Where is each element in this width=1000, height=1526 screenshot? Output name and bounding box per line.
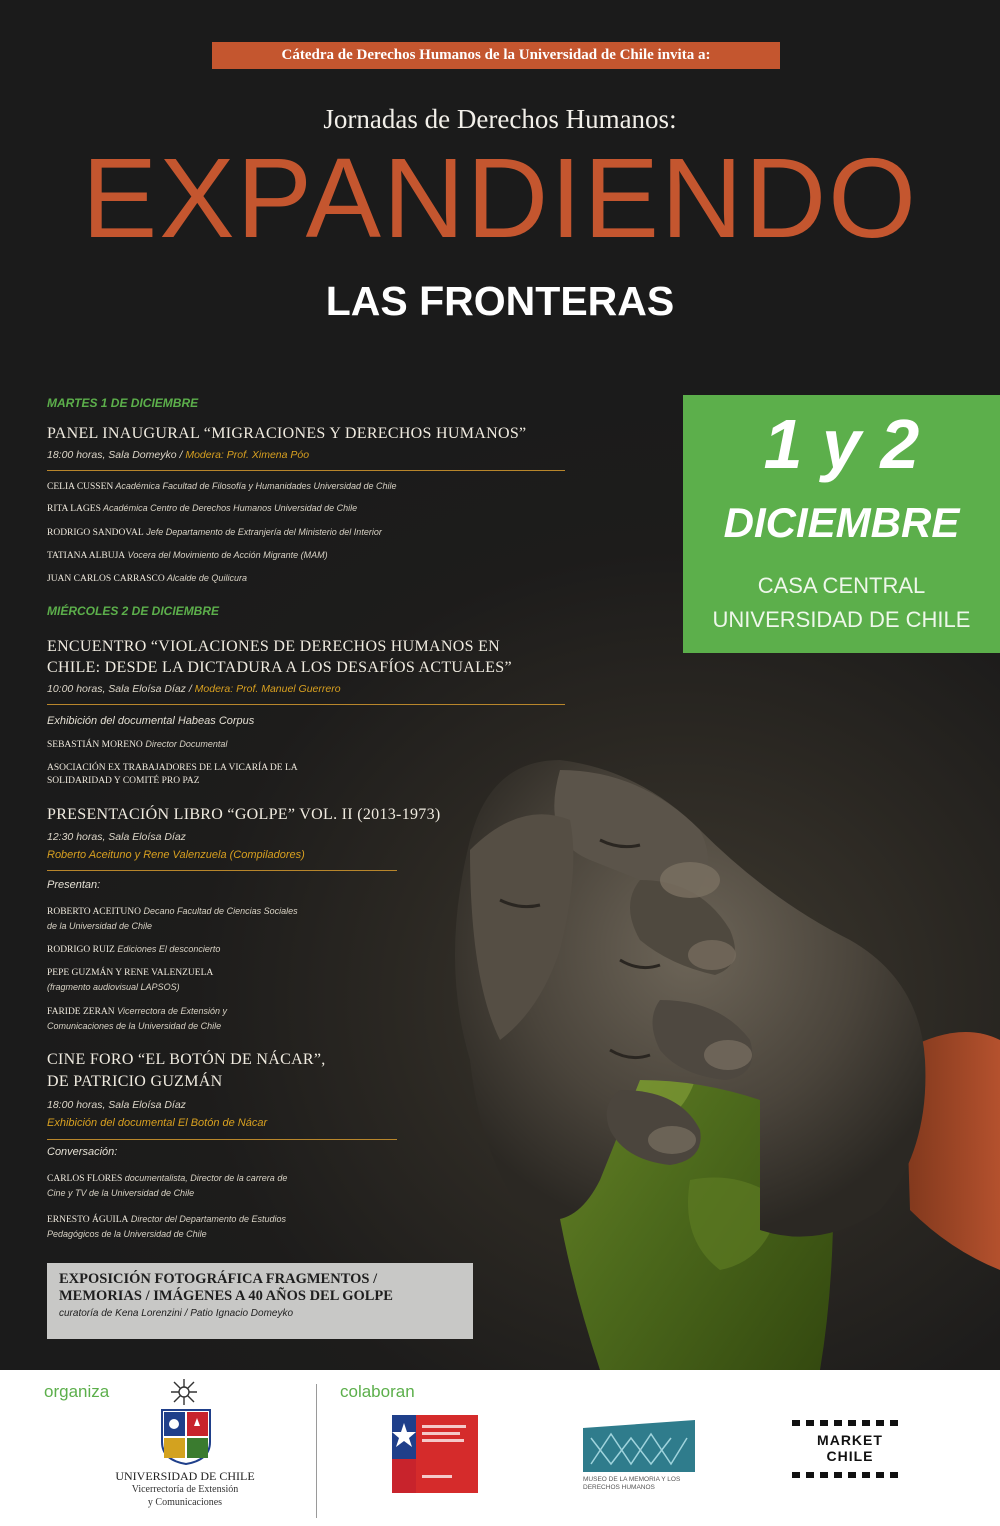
event1-time-place: 10:00 horas, Sala Eloísa Díaz / [47,683,195,695]
divider [47,470,565,471]
speaker-role: Jefe Departamento de Extranjería del Ministerio del Interior [146,527,382,537]
day2-event1-meta [47,683,341,695]
footer [0,1370,1000,1526]
uchile-name: UNIVERSIDAD DE CHILE [115,1469,255,1483]
market-word2: CHILE [826,1448,874,1464]
event1-moderator: Modera: Prof. Manuel Guerrero [194,683,341,695]
speaker-role: Académica Centro de Derechos Humanos Universidad de Chile [103,503,358,513]
event3-exhibit: Exhibición del documental El Botón de Nácar [47,1117,268,1129]
footer-divider [316,1384,317,1518]
speaker-name: RITA LAGES [47,504,101,514]
exhibition-credit: curatoría de Kena Lorenzini / Patio Ignacio Domeyko [59,1308,294,1319]
speaker-role: Académica Facultad de Filosofía y Humanidades Universidad de Chile [115,481,397,491]
presenter-role: (fragmento audiovisual LAPSOS) [47,982,180,992]
day2-event2-title: PRESENTACIÓN LIBRO “GOLPE” VOL. II (2013-1973) [47,806,441,823]
presenter [47,944,220,955]
uchile-sub-line1: Vicerrectoría de Extensión [131,1484,239,1495]
event2-time-place: 12:30 horas, Sala Eloísa Díaz [47,831,186,843]
presenter [47,906,298,917]
speaker-name: JUAN CARLOS CARRASCO [47,574,165,584]
day2-event1-title-line1: ENCUENTRO “VIOLACIONES DE DERECHOS HUMANOS EN [47,638,501,655]
speaker-role: Ediciones El desconcierto [117,944,221,954]
date-month: DICIEMBRE [723,499,960,546]
presenter-role-line2: de la Universidad de Chile [47,921,153,931]
date-venue-line2: UNIVERSIDAD DE CHILE [712,607,971,632]
speaker-name: ERNESTO ÁGUILA [47,1215,129,1225]
exhibition-box [47,1263,473,1339]
speaker-name: ASOCIACIÓN EX TRABAJADORES DE LA VICARÍA DE LA [47,763,298,773]
event1-speaker [47,739,227,750]
day1-event-meta [47,449,309,461]
presenter-role-line2: Comunicaciones de la Universidad de Chile [47,1021,222,1031]
date-venue-line1: CASA CENTRAL [757,573,926,598]
speaker-name: CARLOS FLORES [47,1174,123,1184]
speaker-role: Vicerrectora de Extensión y [117,1006,228,1016]
uchile-star-icon [170,1378,198,1406]
day2-event3-title-line1: CINE FORO “EL BOTÓN DE NÁCAR”, [47,1051,326,1068]
event3-conversation-label: Conversación: [47,1146,118,1158]
event3-time-place: 18:00 horas, Sala Eloísa Díaz [47,1099,186,1111]
conversation-speaker [47,1173,287,1184]
event2-presenters-label: Presentan: [47,879,101,891]
sub-title: LAS FRONTERAS [325,278,675,324]
conversation-speaker-role-line2: Pedagógicos de la Universidad de Chile [47,1229,207,1239]
speaker-name: CELIA CUSSEN [47,482,114,492]
exhibition-line2: MEMORIAS / IMÁGENES A 40 AÑOS DEL GOLPE [59,1288,393,1304]
day1-moderator: Modera: Prof. Ximena Póo [185,449,310,461]
speaker-name: SEBASTIÁN MORENO [47,740,143,750]
organiza-label: organiza [44,1382,110,1401]
speaker-name: ROBERTO ACEITUNO [47,907,141,917]
speaker-name: RODRIGO RUIZ [47,945,115,955]
pre-title: Jornadas de Derechos Humanos: [323,104,677,134]
invite-banner: Cátedra de Derechos Humanos de la Universidad de Chile invita a: [212,42,780,69]
date-box [683,395,1000,653]
speaker-role: Vocera del Movimiento de Acción Migrante (MAM) [127,550,328,560]
event2-compilers: Roberto Aceituno y Rene Valenzuela (Compiladores) [47,849,305,861]
speaker-name: SOLIDARIDAD Y COMITÉ PRO PAZ [47,776,200,786]
divider [47,704,565,705]
uchile-crest-icon [160,1408,212,1466]
event1-speaker2-line2 [47,775,200,786]
day1-speaker [47,503,357,514]
day1-time-place: 18:00 horas, Sala Domeyko / [47,449,186,461]
presenter [47,967,213,978]
divider [47,1139,397,1140]
day1-speaker [47,481,397,492]
day2-event3-title-line2: DE PATRICIO GUZMÁN [47,1073,223,1090]
speaker-role: Director del Departamento de Estudios [130,1214,286,1224]
gobierno-chile-logo-icon [392,1415,478,1493]
speaker-name: PEPE GUZMÁN Y RENE VALENZUELA [47,968,214,978]
date-days: 1 y 2 [763,405,920,483]
day1-label: MARTES 1 DE DICIEMBRE [47,396,199,410]
day1-speaker [47,527,382,538]
colaboran-label: colaboran [340,1382,415,1401]
speaker-role: Alcalde de Quilicura [166,573,247,583]
speaker-name: FARIDE ZERAN [47,1007,115,1017]
conversation-speaker-role-line2: Cine y TV de la Universidad de Chile [47,1188,195,1198]
event1-exhibit: Exhibición del documental Habeas Corpus [47,715,255,727]
conversation-speaker [47,1214,286,1225]
speaker-role: Decano Facultad de Ciencias Sociales [143,906,298,916]
speaker-name: TATIANA ALBUJA [47,551,126,561]
speaker-role: documentalista, Director de la carrera de [124,1173,288,1183]
day1-speaker [47,550,328,561]
presenter [47,1006,227,1017]
speaker-name: RODRIGO SANDOVAL [47,528,144,538]
museo-caption: MUSEO DE LA MEMORIA Y LOS DERECHOS HUMANOS [583,1476,681,1491]
day2-event1-title-line2: CHILE: DESDE LA DICTADURA A LOS DESAFÍOS ACTUALES” [47,659,512,676]
main-title: EXPANDIENDO [81,135,919,261]
divider [47,870,397,871]
museo-memoria-logo-icon [583,1420,695,1472]
day2-label: MIÉRCOLES 2 DE DICIEMBRE [47,604,220,618]
day1-speaker [47,573,247,584]
exhibition-line1: EXPOSICIÓN FOTOGRÁFICA FRAGMENTOS / [59,1271,378,1287]
day1-event-title: PANEL INAUGURAL “MIGRACIONES Y DERECHOS HUMANOS” [47,425,527,442]
market-word1: MARKET [817,1432,883,1448]
event1-speaker2-line1 [47,762,298,773]
uchile-sub-line2: y Comunicaciones [147,1497,223,1508]
speaker-role: Director Documental [145,739,228,749]
